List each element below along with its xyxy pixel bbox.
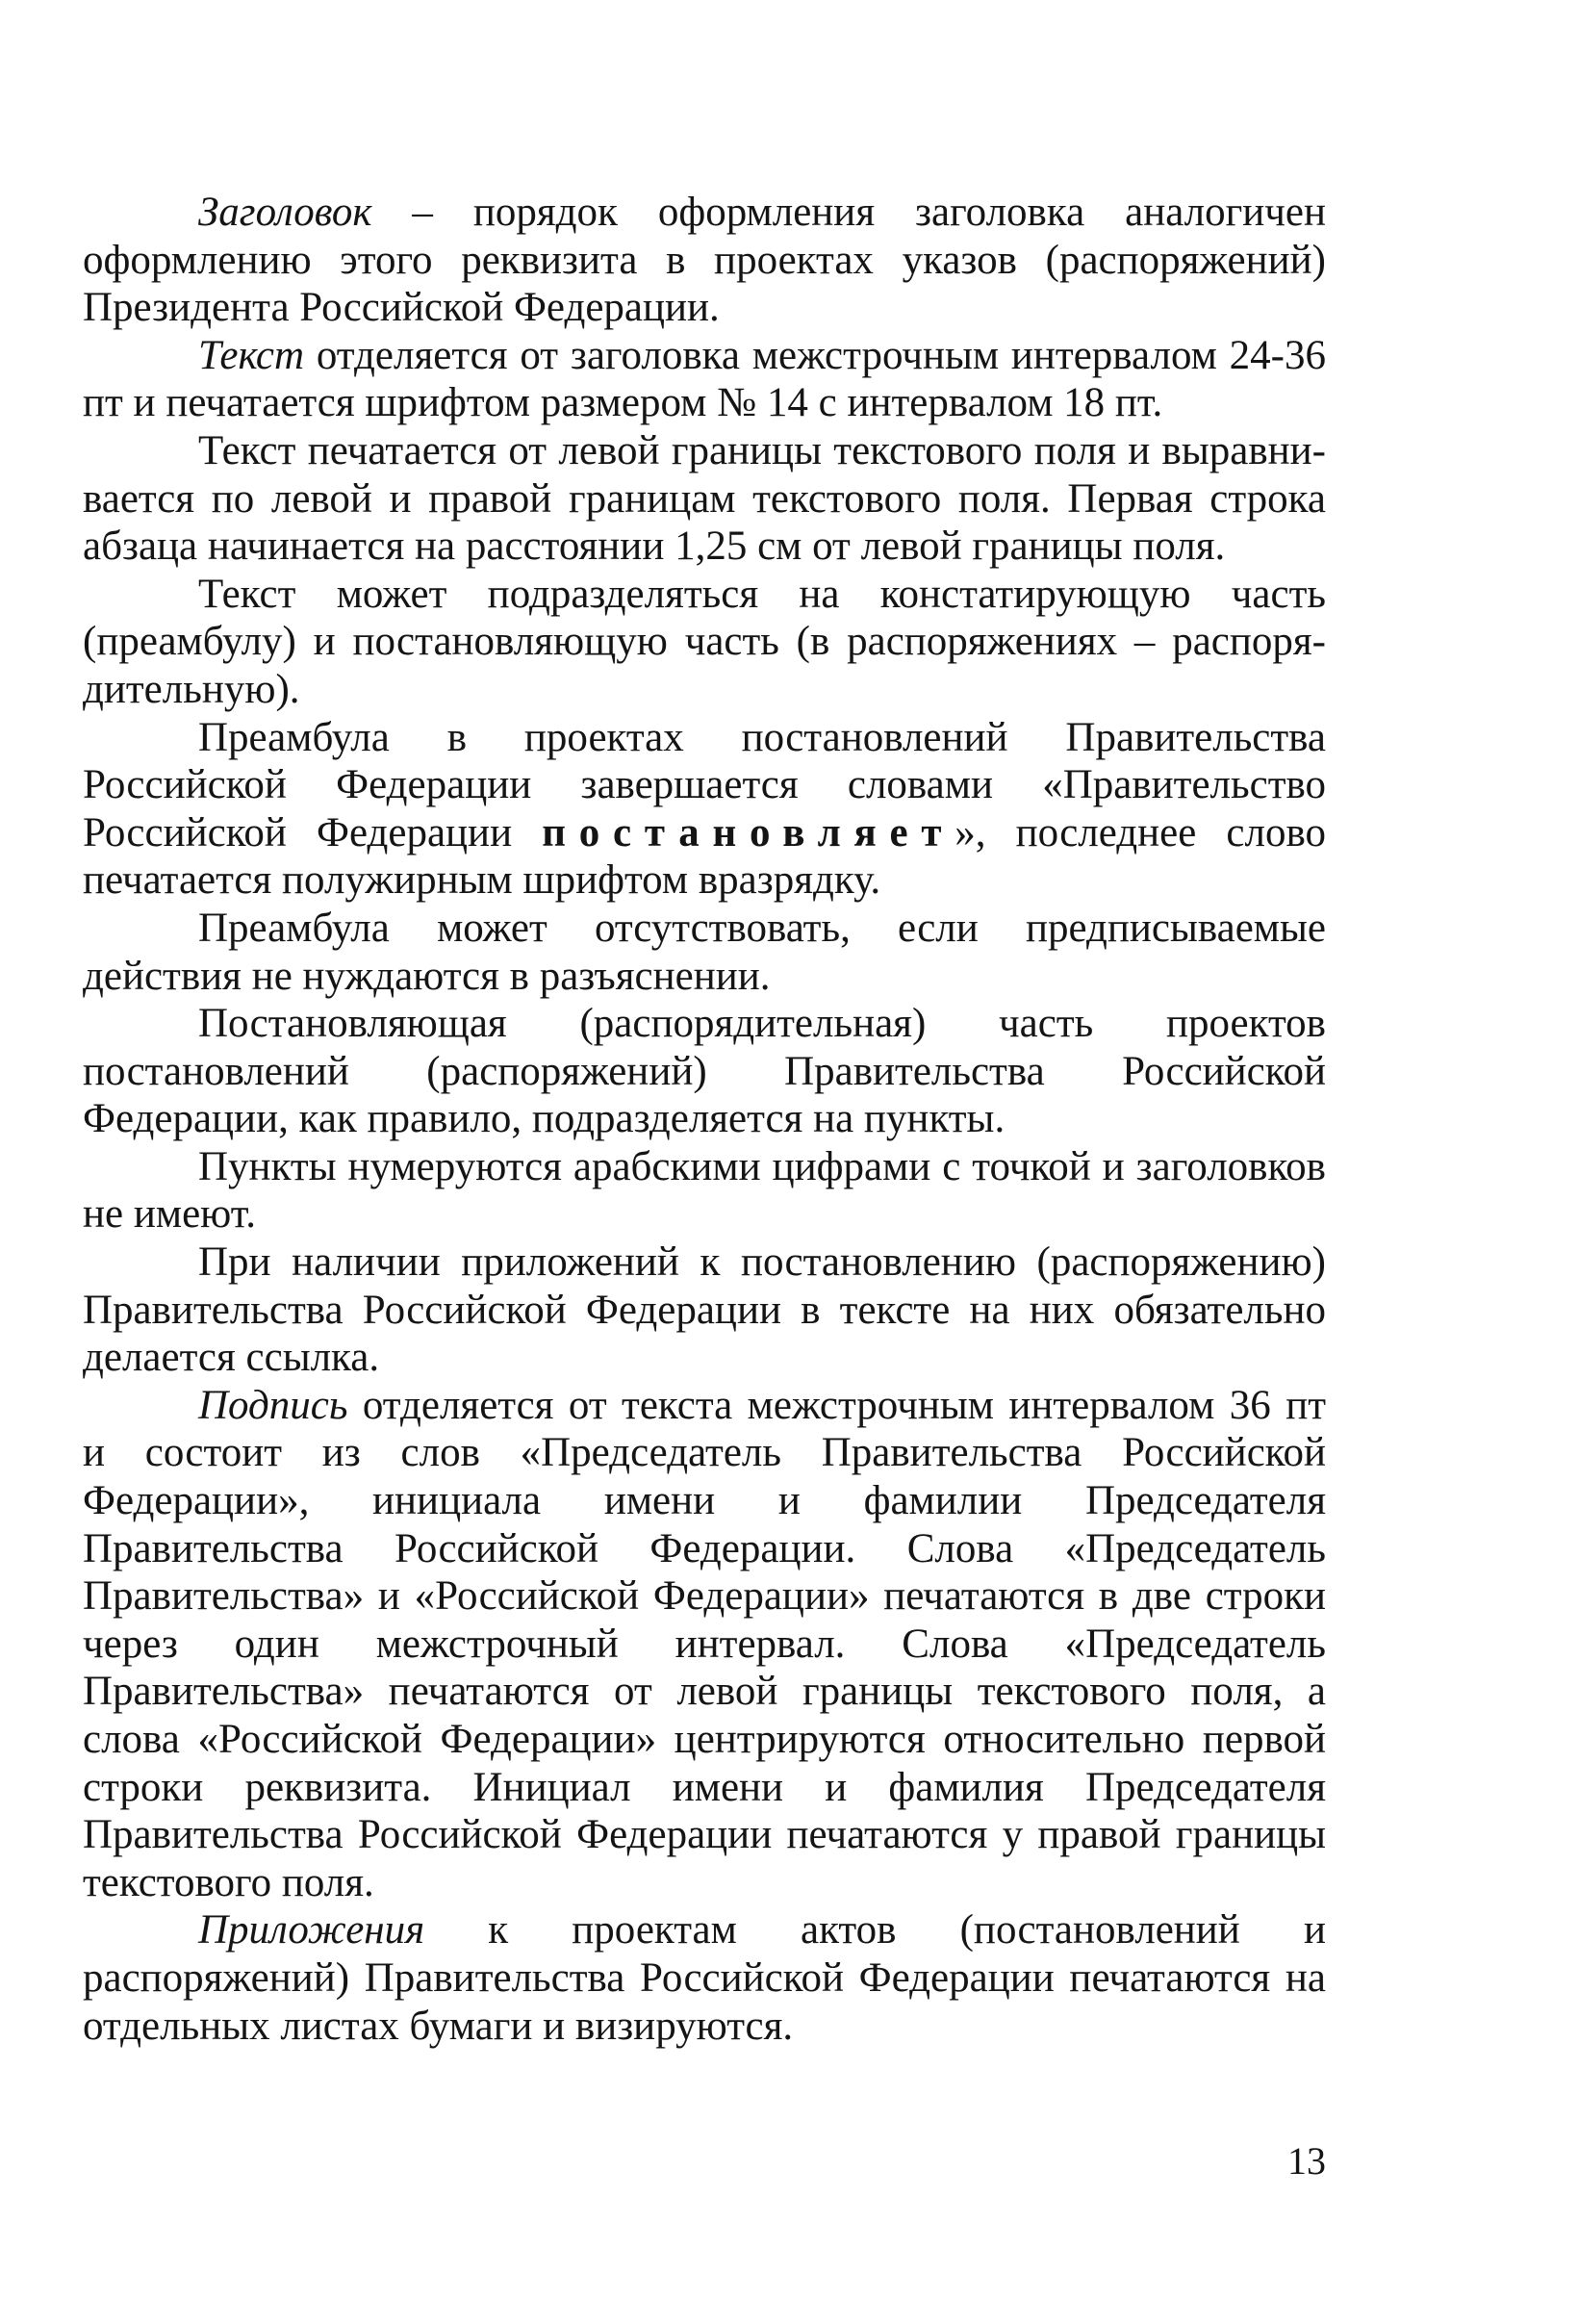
paragraph-text: отделяется от текста межстрочным интервалом 36 пт и состоит из слов «Председатель Правительства Российской Федерации», инициала имени и фамилии Председателя Правительства Российской Федерации. Слова «Председатель Правительства» и «Российской Федерации» печатаются в две строки через один межстрочный интервал. Слова «Председатель Правительства» печатаются от левой границы текстового поля, а слова «Российской Федерации» центрируются относительно первой строки реквизита. Инициал имени и фамилия Председателя Правительства Российской Федерации печатаются у правой границы текстового поля.	[83, 1382, 1326, 1905]
paragraph-heading-requisite	[83, 189, 1326, 332]
paragraph-text-parts: Текст может подразделяться на констатирующую часть (преамбулу) и постановляющую часть (в распоряжениях – распорядительную).	[83, 571, 1326, 712]
paragraph-preamble-ending	[83, 714, 1326, 905]
paragraph-text-interval	[83, 332, 1326, 427]
paragraph-text: – порядок оформления заголовка аналогичен оформлению этого реквизита в проектах указов (распоряжений) Президента Российской Федерации.	[83, 190, 1326, 331]
paragraph-text: Преамбула в проектах постановлений Правительства Российской Федерации завершается словами «Правительство Российской Федерации	[83, 714, 1326, 856]
page-body	[83, 189, 1326, 2050]
paragraph-signature	[83, 1382, 1326, 1907]
paragraph-text-alignment: Текст печатается от левой границы текстового поля и выравнивается по левой и правой границам текстового поля. Первая строка абзаца начинается на расстоянии 1,25 см от левой границы поля.	[83, 427, 1326, 570]
paragraph-points-numbering: Пункты нумеруются арабскими цифрами с точкой и заголовков не имеют.	[83, 1143, 1326, 1238]
term-signature: Подпись	[198, 1382, 348, 1428]
paragraph-preamble-optional: Преамбула может отсутствовать, если предписываемые действия не нуждаются в разъяснении.	[83, 905, 1326, 999]
paragraph-attachments-reference: При наличии приложений к постановлению (распоряжению) Правительства Российской Федерации в тексте на них обязательно делается ссылка.	[83, 1239, 1326, 1381]
page-number: 13	[1287, 2139, 1326, 2183]
paragraph-text: к проектам актов (постановлений и распоряжений) Правительства Российской Федерации печатаются на отдельных листах бумаги и визируются.	[83, 1907, 1326, 2049]
term-text: Текст	[198, 332, 305, 378]
paragraph-text: отделяется от заголовка межстрочным интервалом 24-36 пт и печатается шрифтом размером № 14 с интервалом 18 пт.	[83, 332, 1326, 426]
paragraph-text: », последнее слово печатается полужирным шрифтом вразрядку.	[83, 809, 1326, 904]
paragraph-appendices	[83, 1906, 1326, 2050]
paragraph-operative-part: Постановляющая (распорядительная) часть проектов постановлений (распоряжений) Правительства Российской Федерации, как правило, подразделяется на пункты.	[83, 1001, 1326, 1142]
term-heading: Заголовок	[198, 190, 372, 235]
bold-spaced-word: постановляет	[542, 809, 955, 856]
term-appendices: Приложения	[198, 1907, 425, 1954]
